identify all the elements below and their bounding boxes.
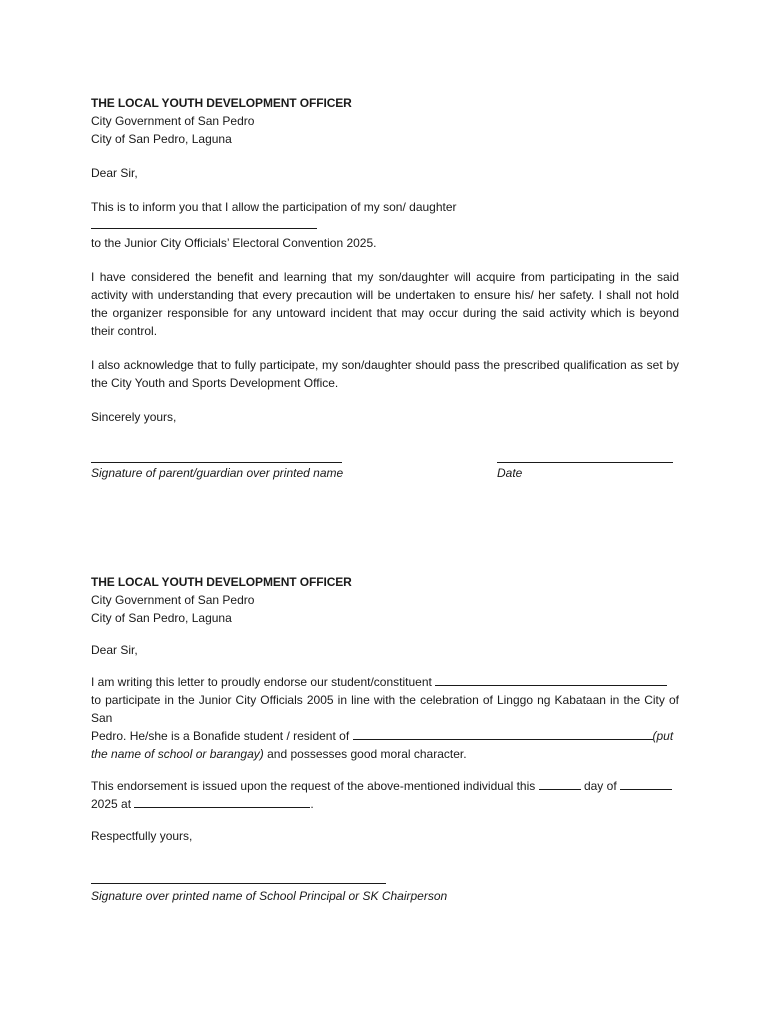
day-blank[interactable]	[539, 777, 581, 790]
consent-paragraph	[91, 198, 679, 234]
parent-signature-line[interactable]	[91, 462, 342, 463]
endorsement-text: and possesses good moral character.	[263, 747, 467, 761]
school-barangay-blank[interactable]	[353, 727, 653, 740]
address-line: City Government of San Pedro	[91, 114, 255, 128]
salutation: Dear Sir,	[91, 166, 138, 180]
address-line: City of San Pedro, Laguna	[91, 611, 232, 625]
consent-paragraph-end: to the Junior City Officials’ Electoral Convention 2025.	[91, 236, 377, 250]
address-line: City Government of San Pedro	[91, 593, 255, 607]
recipient-heading: THE LOCAL YOUTH DEVELOPMENT OFFICER	[91, 96, 352, 110]
student-name-blank[interactable]	[435, 673, 667, 686]
principal-signature-label: Signature over printed name of School Principal or SK Chairperson	[91, 889, 448, 903]
closing: Sincerely yours,	[91, 410, 177, 424]
date-label: Date	[497, 466, 523, 480]
endorsement-paragraph	[91, 673, 679, 691]
endorsement-letter	[91, 573, 679, 923]
request-text: day of	[580, 779, 620, 793]
request-text: .	[310, 797, 314, 811]
salutation: Dear Sir,	[91, 643, 138, 657]
field-hint: (put	[652, 729, 674, 743]
signature-row	[91, 462, 679, 502]
request-text: 2025 at	[91, 797, 132, 811]
recipient-heading: THE LOCAL YOUTH DEVELOPMENT OFFICER	[91, 575, 352, 589]
request-text: This endorsement is issued upon the request of the above-mentioned individual this	[91, 779, 536, 793]
endorsement-line: to participate in the Junior City Officials 2005 in line with the celebration of Linggo ng Kabataan in the City of San	[91, 693, 679, 725]
address-line: City of San Pedro, Laguna	[91, 132, 232, 146]
child-name-blank[interactable]	[91, 216, 317, 229]
request-line	[91, 795, 679, 813]
month-blank[interactable]	[620, 777, 672, 790]
endorsement-line	[91, 727, 679, 745]
endorsement-line	[91, 745, 679, 763]
parent-signature-label: Signature of parent/guardian over printed name	[91, 466, 344, 480]
request-paragraph	[91, 777, 679, 795]
consent-text: This is to inform you that I allow the participation of my son/ daughter	[91, 200, 457, 214]
benefit-paragraph: I have considered the benefit and learning that my son/daughter will acquire from participating in the said activity with understanding that every precaution will be undertaken to ensure his/ her safety. I shall not hold the organizer responsible for any untoward incident that may occur during the said activity which is beyond their control.	[91, 270, 679, 338]
endorsement-text: Pedro. He/she is a Bonafide student / resident of	[91, 729, 350, 743]
parental-consent-letter	[91, 94, 679, 502]
place-blank[interactable]	[134, 795, 310, 808]
qualification-paragraph: I also acknowledge that to fully participate, my son/daughter should pass the prescribed qualification as set by the City Youth and Sports Development Office.	[91, 358, 679, 390]
endorsement-text: I am writing this letter to proudly endorse our student/constituent	[91, 675, 432, 689]
date-line[interactable]	[497, 462, 673, 463]
principal-signature-line[interactable]	[91, 883, 386, 884]
closing: Respectfully yours,	[91, 829, 193, 843]
signature-row	[91, 883, 679, 923]
field-hint: the name of school or barangay)	[91, 747, 264, 761]
